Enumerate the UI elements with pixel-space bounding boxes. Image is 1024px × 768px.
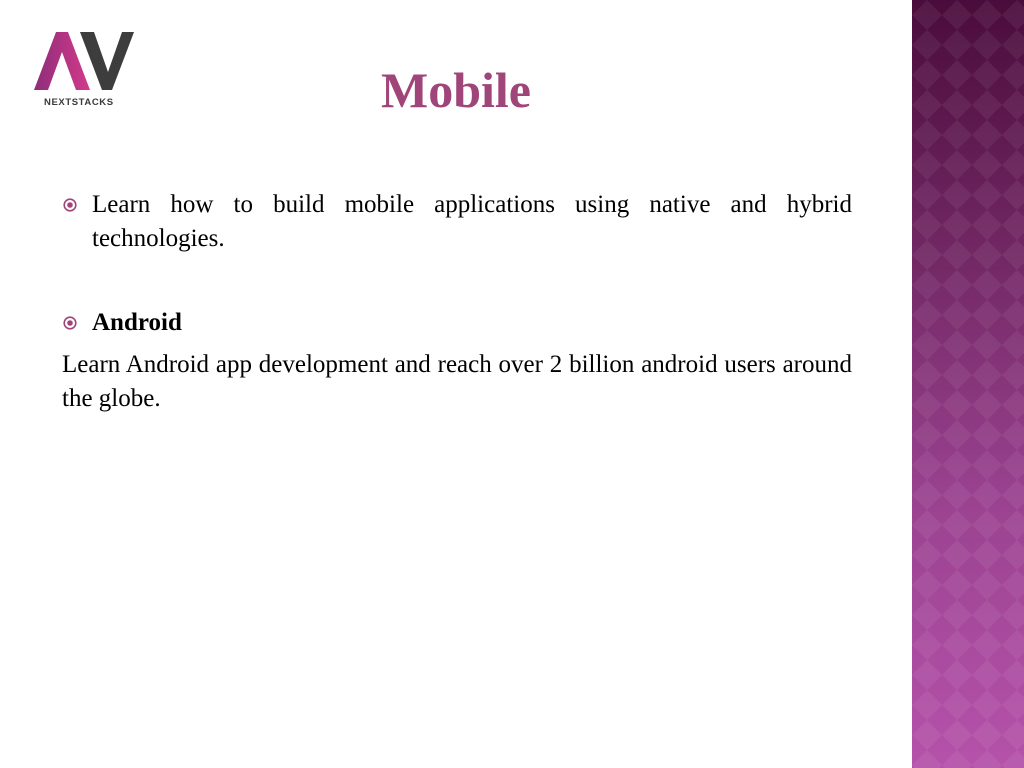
logo-text: NEXTSTACKS: [44, 97, 114, 108]
body-paragraph: Learn Android app development and reach over 2 billion android users around the globe.: [62, 351, 852, 412]
bullet-heading: Android: [92, 309, 182, 336]
circle-dot-bullet-icon: [63, 198, 77, 212]
circle-dot-bullet-icon: [63, 316, 77, 330]
diamond-pattern: [912, 0, 1024, 768]
bullet-item: [62, 306, 852, 340]
decorative-side-panel: [912, 0, 1024, 768]
bullet-text: Learn how to build mobile applications using native and hybrid technologies.: [92, 191, 852, 252]
slide-title: Mobile: [381, 62, 531, 118]
slide-content: [62, 188, 852, 416]
bullet-item: [62, 188, 852, 256]
